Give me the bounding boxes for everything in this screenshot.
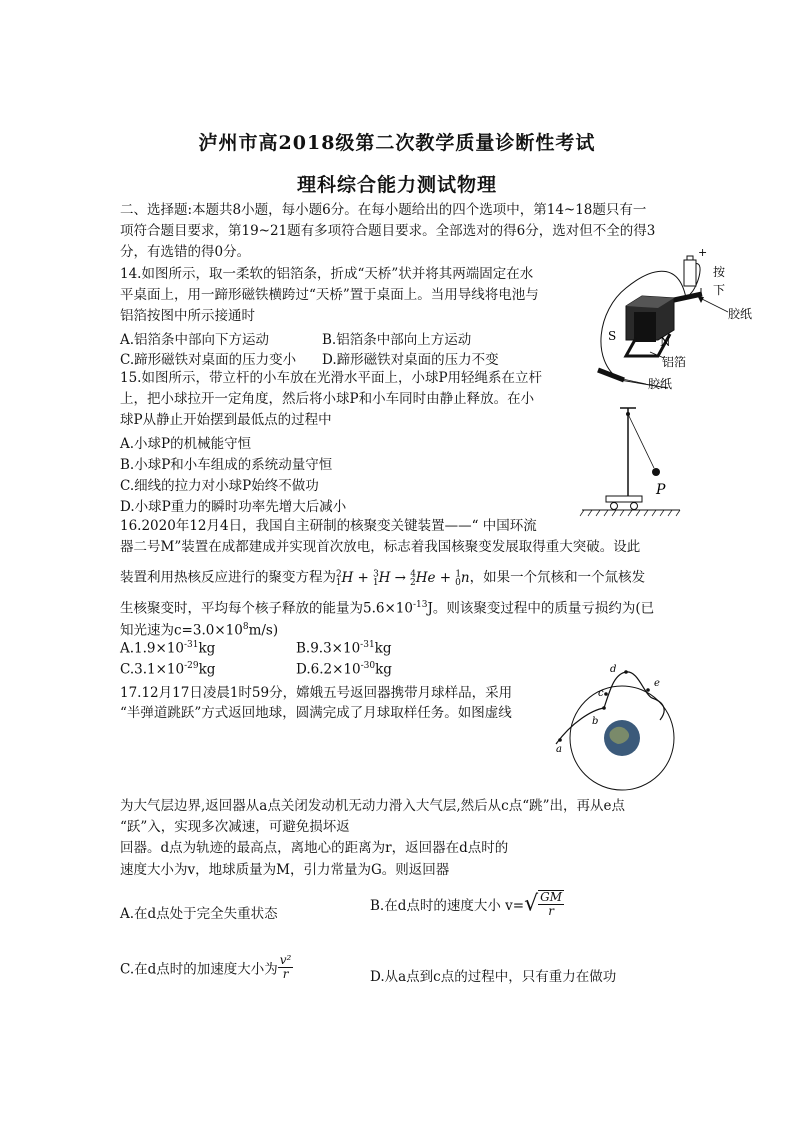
cart-body [606,496,642,502]
q15-line-1: 15.如图所示，带立杆的小车放在光滑水平面上，小球P用轻绳系在立杆 [120,370,543,386]
q16-line-5: 知光速为$c=3.0\times 10^8m/s$) [120,622,279,639]
q14-line-3: 铝箔按图中所示接通时 [120,308,255,324]
fusion-equation: $^2_1$H + $^3_1$H → $^4_2$He + $^1_0$n [335,569,470,589]
s-pole-label: S [608,329,617,343]
q15-cart-figure [576,400,686,522]
q14-option-d: D.蹄形磁铁对桌面的压力不变 [322,352,499,368]
q16-option-b: $B.9.3\times 10^{-31}kg$ [296,640,392,657]
q15-line-2: 上，把小球拉开一定角度，然后将小球P和小车同时由静止释放。在小 [120,391,535,407]
q15-line-3: 球P从静止开始摆到最低点的过程中 [120,412,332,428]
tape-label-2: 胶纸 [648,377,673,391]
q17-line-1: 17.12月17日凌晨1时59分，嫦娥五号返回器携带月球样品，采用 [120,685,513,701]
q14-option-c: C.蹄形磁铁对桌面的压力变小 [120,352,297,368]
exam-subtitle: 理科综合能力测试物理 [296,174,497,196]
q15-option-c: C.细线的拉力对小球P始终不做功 [120,478,319,494]
intro-line-1: 二、选择题:本题共8小题，每小题6分。在每小题给出的四个选项中，第14~18题只有一 [120,202,647,218]
q17-line-3: 为大气层边界,返回器从a点关闭发动机无动力滑入大气层,然后从c点“跳”出，再从e点 [120,798,625,814]
arrow-down-icon [698,297,704,303]
q14-option-b: B.铝箔条中部向上方运动 [322,332,472,348]
tape-label-1: 胶纸 [728,307,753,321]
q17-option-c: C.在d点时的加速度大小为 $\frac{\text{v²}}{r}$ [120,953,292,981]
n-pole-label: N [660,335,671,349]
q16-option-a: $A.1.9\times 10^{-31}kg$ [120,640,216,657]
intro-line-3: 分，有选错的得0分。 [120,244,251,260]
q17-option-a: A.在d点处于完全失重状态 [120,906,278,922]
foil-label: 铝箔 [662,355,687,369]
tape-top [674,294,702,300]
magnet-icon [634,312,656,342]
press-label: 按 [713,265,726,279]
q15-option-a: A.小球P的机械能守恒 [120,436,252,452]
ball-icon [652,468,660,476]
point-a: a [556,744,562,755]
exam-title: 泸州市高2018级第二次教学质量诊断性考试 [198,132,596,154]
point-b: b [592,716,599,727]
ball-label: P [656,482,666,498]
battery-icon [684,260,696,286]
q17-line-6: 速度大小为v，地球质量为M，引力常量为G。则返回器 [120,862,450,878]
q16-option-c: $C.3.1\times 10^{-29}kg$ [120,661,216,678]
string [628,414,654,468]
q17-line-5: 回器。d点为轨迹的最高点，离地心的距离为r，返回器在d点时的 [120,840,509,856]
q16-line-2: 器二号M”装置在成都建成并实现首次放电，标志着我国核聚变发展取得重大突破。设此 [120,539,641,555]
plus-label: + [698,248,708,259]
intro-line-2: 项符合题目要求，第19~21题有多项符合题目要求。全部选对的得6分，选对但不全的得3 [120,223,656,239]
q14-magnet-figure [578,248,760,396]
q16-option-d: $D.6.2\times 10^{-30}kg$ [296,661,392,678]
q14-line-2: 平桌面上，用一蹄形磁铁横跨过“天桥”置于桌面上。当用导线将电池与 [120,287,539,303]
wheel-icon [611,503,618,510]
q17-option-d: D.从a点到c点的过程中，只有重力在做功 [370,969,617,985]
q16-line-1: 16.2020年12月4日，我国自主研制的核聚变关键装置——“ 中国环流 [120,518,537,534]
q14-option-a: A.铝箔条中部向下方运动 [120,332,270,348]
point-c: c [598,688,604,699]
q17-orbit-figure [552,660,688,792]
q14-line-1: 14.如图所示，取一柔软的铝箔条，折成“天桥”状并将其两端固定在水 [120,266,534,282]
q17-line-2: “半弹道跳跃”方式返回地球，圆满完成了月球取样任务。如图虚线 [120,705,512,721]
q16-line-4: 生核聚变时，平均每个核子释放的能量为$5.6\times 10^{-13}J$。则该聚变过程中的质量亏损约为(已 [120,600,655,617]
q15-option-b: B.小球P和小车组成的系统动量守恒 [120,457,333,473]
q16-line-3: 装置利用热核反应进行的聚变方程为$^2_1$H + $^3_1$H → $^4_2$He + $^1_0$n，如果一个氘核和一个氚核发 [120,569,646,589]
q15-option-d: D.小球P重力的瞬时功率先增大后减小 [120,499,347,515]
q17-line-4: “跃”入，实现多次减速，可避免损坏返 [120,819,350,835]
q17-option-b: B.在d点时的速度大小 v=√ $\frac{GM}{r}$ [370,890,562,918]
wheel-icon [631,503,638,510]
down-label: 下 [713,283,726,297]
point-d: d [610,664,617,675]
point-e: e [654,678,660,689]
